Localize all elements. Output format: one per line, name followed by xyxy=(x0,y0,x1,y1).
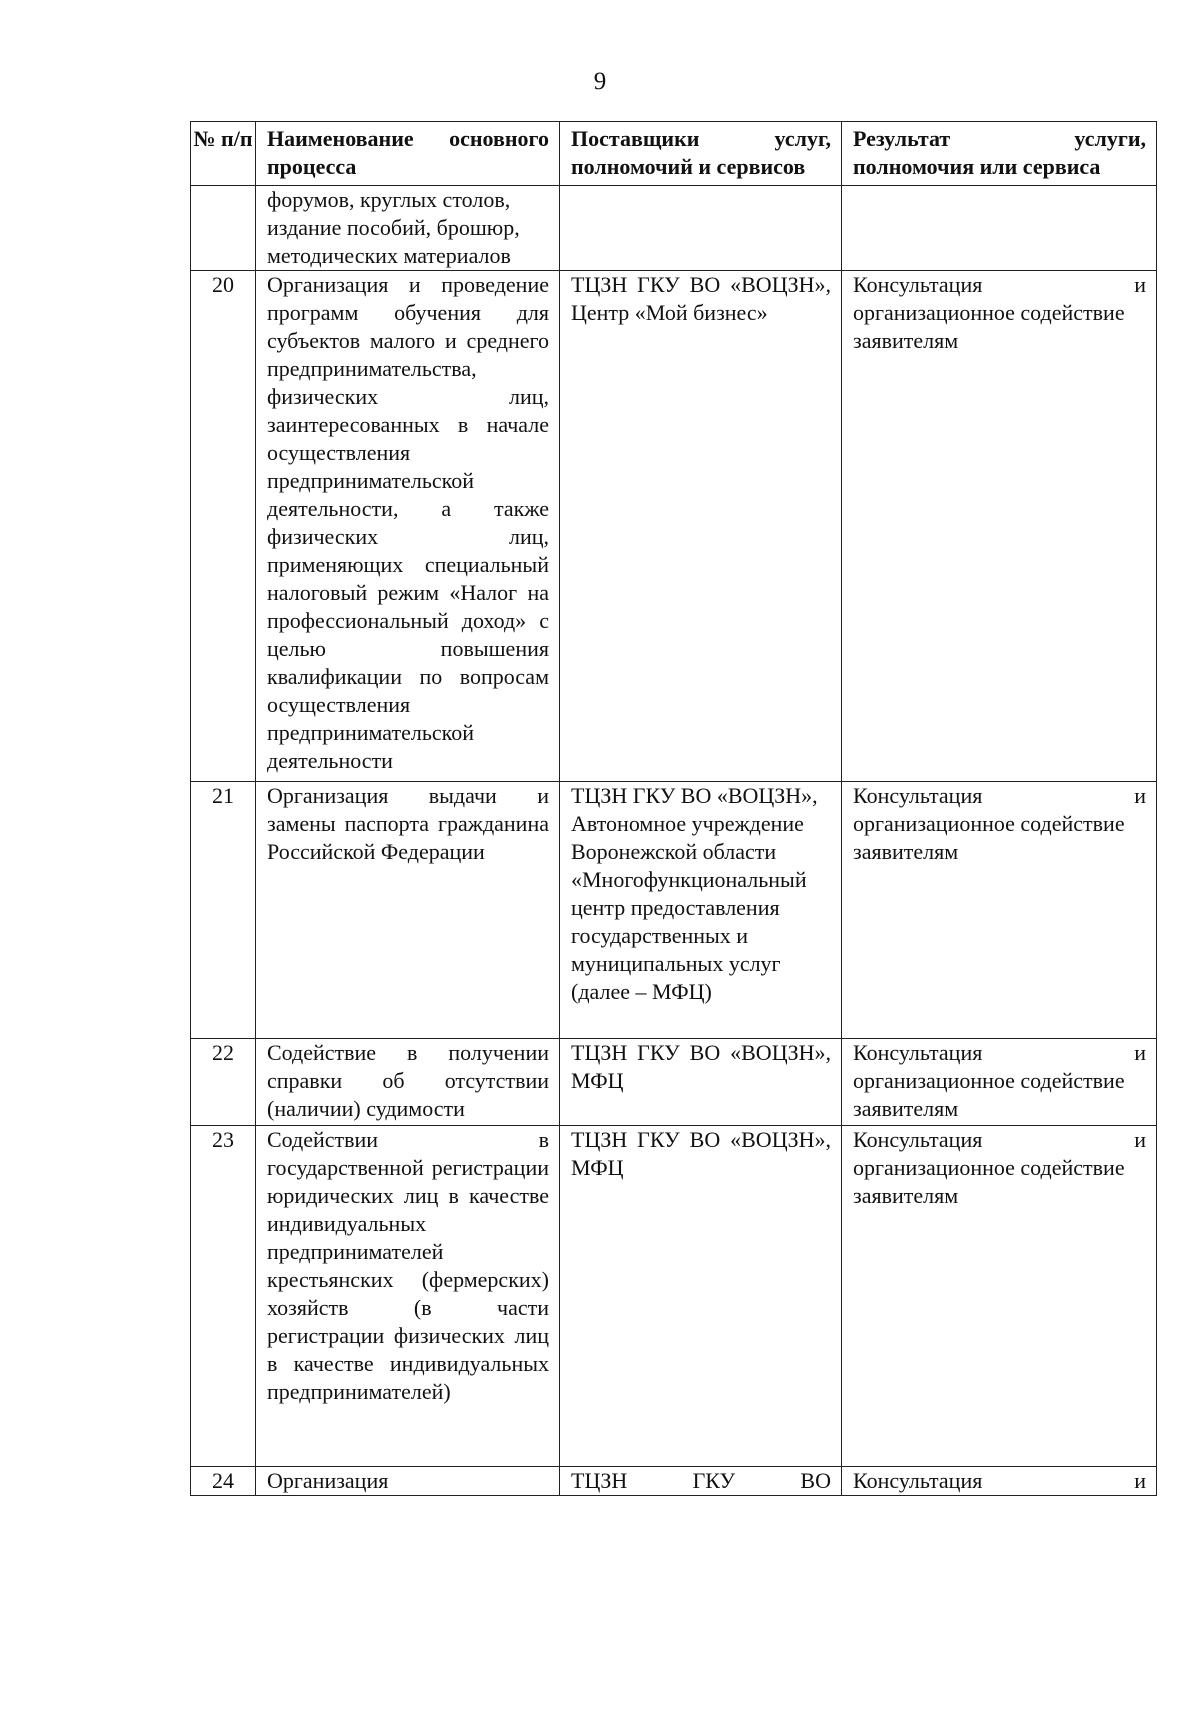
result-conjunction: и xyxy=(1134,783,1146,808)
result-conjunction: и xyxy=(1134,1040,1146,1065)
row-result-cell xyxy=(842,186,1157,271)
row-process-cell: Содействие в получении справки об отсутствии (наличии) судимости xyxy=(256,1039,560,1126)
table-row xyxy=(191,1126,1157,1467)
result-first-line xyxy=(853,1126,1146,1154)
row-process-cell: Организация выдачи и замены паспорта гражданина Российской Федерации xyxy=(256,782,560,1039)
result-word: Консультация xyxy=(853,1127,983,1152)
row-num-cell: 21 xyxy=(191,782,256,1039)
header-providers: Поставщики услуг, полномочий и сервисов xyxy=(560,122,842,186)
row-providers-cell: ТЦЗН ГКУ ВО «ВОЦЗН», МФЦ xyxy=(560,1126,842,1467)
result-first-line xyxy=(853,271,1146,299)
result-word: Консультация xyxy=(853,1040,983,1065)
result-rest: организационное содействие заявителям xyxy=(853,1155,1125,1208)
row-process-cell: Содействии в государственной регистрации юридических лиц в качестве индивидуальных предпринимателей крестьянских (фермерских) хозяйств (в части регистрации физических лиц в качестве индивидуальных предпринимателей) xyxy=(256,1126,560,1467)
header-result: Результат услуги, полномочия или сервиса xyxy=(842,122,1157,186)
page-number: 9 xyxy=(593,68,607,95)
row-providers-cell: ТЦЗН ГКУ ВО «ВОЦЗН», Автономное учреждение Воронежской области «Многофункциональный центр предоставления государственных и муниципальных услуг (далее – МФЦ) xyxy=(560,782,842,1039)
result-rest: организационное содействие заявителям xyxy=(853,811,1125,864)
row-num-cell: 22 xyxy=(191,1039,256,1126)
result-word: Консультация xyxy=(853,783,983,808)
header-num: № п/п xyxy=(191,122,256,186)
table-header-row xyxy=(191,122,1157,186)
result-first-line xyxy=(853,1467,1146,1495)
header-process: Наименование основного процесса xyxy=(256,122,560,186)
row-providers-cell xyxy=(560,186,842,271)
row-providers-cell: ТЦЗН ГКУ ВО «ВОЦЗН», Центр «Мой бизнес» xyxy=(560,271,842,782)
row-providers-cell: ТЦЗН ГКУ ВО xyxy=(560,1467,842,1496)
table-row xyxy=(191,782,1157,1039)
result-rest: организационное содействие заявителям xyxy=(853,1068,1125,1121)
row-num-cell: 23 xyxy=(191,1126,256,1467)
row-num-cell: 20 xyxy=(191,271,256,782)
result-first-line xyxy=(853,1039,1146,1067)
result-conjunction: и xyxy=(1134,1127,1146,1152)
result-word: Консультация xyxy=(853,1468,983,1493)
table-row-continuation xyxy=(191,186,1157,271)
row-result-cell xyxy=(842,1467,1157,1496)
row-result-cell xyxy=(842,1039,1157,1126)
row-process-cell: форумов, круглых столов, издание пособий, брошюр, методических материалов xyxy=(256,186,560,271)
row-num-cell: 24 xyxy=(191,1467,256,1496)
row-num-cell xyxy=(191,186,256,271)
row-process-cell: Организация xyxy=(256,1467,560,1496)
row-result-cell xyxy=(842,782,1157,1039)
result-first-line xyxy=(853,782,1146,810)
table-row xyxy=(191,1039,1157,1126)
row-providers-cell: ТЦЗН ГКУ ВО «ВОЦЗН», МФЦ xyxy=(560,1039,842,1126)
result-word: Консультация xyxy=(853,272,983,297)
result-rest: организационное содействие заявителям xyxy=(853,300,1125,353)
row-process-cell: Организация и проведение программ обучения для субъектов малого и среднего предпринимательства, физических лиц, заинтересованных в начале осуществления предпринимательской деятельности, а также физических лиц, применяющих специальный налоговый режим «Налог на профессиональный доход» с целью повышения квалификации по вопросам осуществления предпринимательской деятельности xyxy=(256,271,560,782)
table-row xyxy=(191,271,1157,782)
result-conjunction: и xyxy=(1134,1468,1146,1493)
row-result-cell xyxy=(842,1126,1157,1467)
result-conjunction: и xyxy=(1134,272,1146,297)
table-row xyxy=(191,1467,1157,1496)
row-result-cell xyxy=(842,271,1157,782)
services-table xyxy=(190,121,1157,1496)
